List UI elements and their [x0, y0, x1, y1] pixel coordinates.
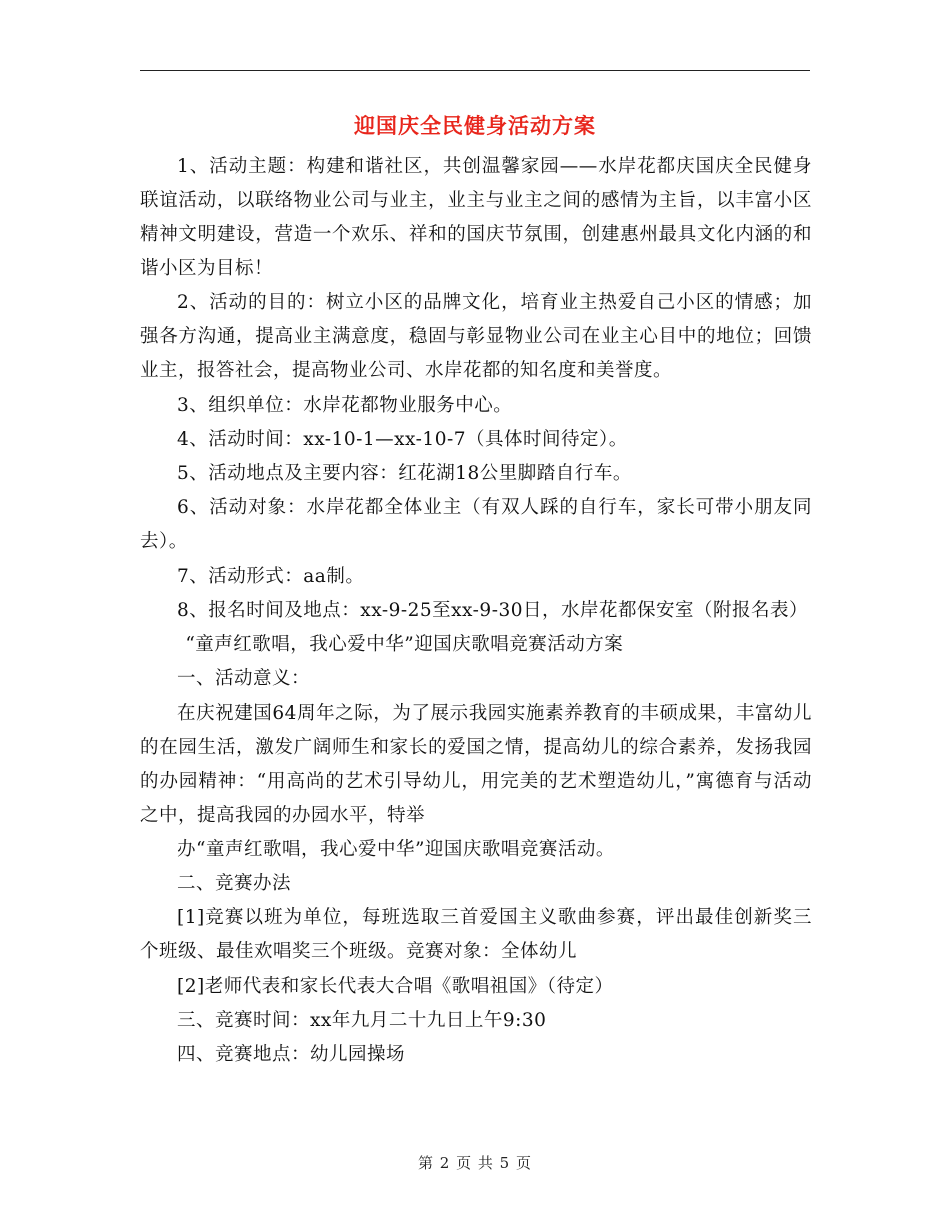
paragraph-activity-format: 7、活动形式：aa制。	[177, 565, 365, 587]
section-competition-time: 三、竞赛时间：xx年九月二十九日上午9:30	[177, 1009, 547, 1031]
paragraph-second-plan-title: “童声红歌唱，我心爱中华”迎国庆歌唱竞赛活动方案	[185, 634, 624, 655]
header-rule	[140, 70, 810, 71]
paragraph-organizer: 3、组织单位：水岸花都物业服务中心。	[177, 394, 513, 416]
paragraph-competition-rule-2: [2]老师代表和家长代表大合唱《歌唱祖国》（待定）	[177, 975, 614, 997]
paragraph-significance-continued: 办“童声红歌唱，我心爱中华”迎国庆歌唱竞赛活动。	[177, 838, 615, 860]
paragraph-activity-purpose: 2、活动的目的：树立小区的品牌文化，培育业主热爱自己小区的情感；加强各方沟通，提高业主满意度，稳固与彰显物业公司在业主心目中的地位；回馈业主，报答社会，提高物业公司、水岸花都的知名度和美誉度。	[140, 292, 812, 382]
section-heading-competition-method: 二、竞赛办法	[177, 873, 292, 894]
paragraph-registration: 8、报名时间及地点：xx-9-25至xx-9-30日，水岸花都保安室（附报名表）	[177, 599, 808, 621]
document-title: 迎国庆全民健身活动方案	[354, 113, 596, 138]
paragraph-competition-rule-1: [1]竞赛以班为单位，每班选取三首爱国主义歌曲参赛，评出最佳创新奖三个班级、最佳欢唱奖三个班级。竞赛对象：全体幼儿	[140, 907, 812, 963]
page-footer: 第 2 页 共 5 页	[418, 1154, 532, 1172]
paragraph-activity-target: 6、活动对象：水岸花都全体业主（有双人踩的自行车，家长可带小朋友同去）。	[140, 497, 812, 553]
section-competition-location: 四、竞赛地点：幼儿园操场	[177, 1044, 406, 1065]
paragraph-significance: 在庆祝建国64周年之际，为了展示我园实施素养教育的丰硕成果，丰富幼儿的在园生活，激发广阔师生和家长的爱国之情，提高幼儿的综合素养，发扬我园的办园精神：“用高尚的艺术引导幼儿，用完美的艺术塑造幼儿，”寓德育与活动之中，提高我园的办园水平，特举	[140, 702, 812, 826]
document-body	[140, 150, 812, 1072]
paragraph-activity-location: 5、活动地点及主要内容：红花湖18公里脚踏自行车。	[177, 463, 632, 484]
paragraph-activity-time: 4、活动时间：xx-10-1—xx-10-7（具体时间待定）。	[177, 428, 628, 450]
paragraph-activity-theme: 1、活动主题：构建和谐社区，共创温馨家园——水岸花都庆国庆全民健身联谊活动，以联络物业公司与业主，业主与业主之间的感情为主旨，以丰富小区精神文明建设，营造一个欢乐、祥和的国庆节氛围，创建惠州最具文化内涵的和谐小区为目标！	[140, 156, 812, 279]
section-heading-significance: 一、活动意义：	[177, 668, 311, 690]
